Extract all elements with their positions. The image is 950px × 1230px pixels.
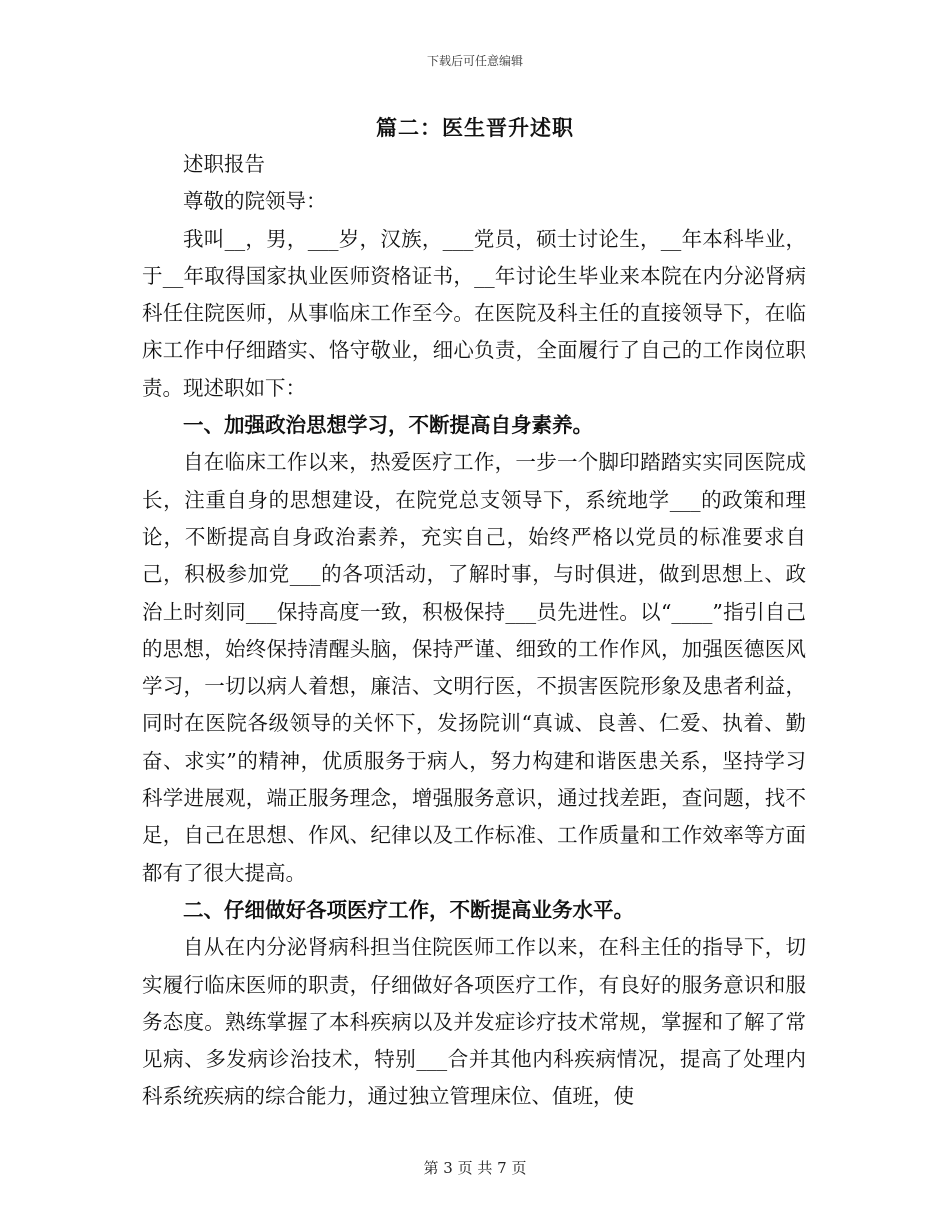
document-title: 篇二：医生晋升述职 xyxy=(376,115,574,140)
paragraph-salutation: 尊敬的院领导： xyxy=(183,189,327,214)
section-heading-1: 一、加强政治思想学习，不断提高自身素养。 xyxy=(183,413,593,438)
document-body xyxy=(142,146,806,1116)
paragraph-introduction: 我叫__，男，___岁，汉族，___党员，硕士讨论生，__年本科毕业，于__年取得国家执业医师资格证书，__年讨论生毕业来本院在内分泌肾病科任住院医师，从事临床工作至今。在医院及科主任的直接领导下，在临床工作中仔细踏实、恪守敬业，细心负责，全面履行了自己的工作岗位职责。现述职如下： xyxy=(142,226,806,400)
page-header-note: 下载后可任意编辑 xyxy=(426,54,523,68)
section-heading-2: 二、仔细做好各项医疗工作，不断提高业务水平。 xyxy=(183,897,634,922)
paragraph-section-2: 自从在内分泌肾病科担当住院医师工作以来，在科主任的指导下，切实履行临床医师的职责，仔细做好各项医疗工作，有良好的服务意识和服务态度。熟练掌握了本科疾病以及并发症诊疗技术常规，掌握和了解了常见病、多发病诊治技术，特别___合并其他内科疾病情况，提高了处理内科系统疾病的综合能力，通过独立管理床位、值班，使 xyxy=(142,935,806,1109)
paragraph-section-1: 自在临床工作以来，热爱医疗工作，一步一个脚印踏踏实实同医院成长，注重自身的思想建设，在院党总支领导下，系统地学___的政策和理论，不断提高自身政治素养，充实自己，始终严格以党员的标准要求自己，积极参加党___的各项活动，了解时事，与时俱进，做到思想上、政治上时刻同___保持高度一致，积极保持___员先进性。以“____”指引自己的思想，始终保持清醒头脑，保持严谨、细致的工作作风，加强医德医风学习，一切以病人着想，廉洁、文明行医，不损害医院形象及患者利益，同时在医院各级领导的关怀下，发扬院训“真诚、良善、仁爱、执着、勤奋、求实”的精神，优质服务于病人，努力构建和谐医患关系，坚持学习科学进展观，端正服务理念，增强服务意识，通过找差距，查问题，找不足，自己在思想、作风、纪律以及工作标准、工作质量和工作效率等方面都有了很大提高。 xyxy=(142,450,806,885)
paragraph-report-label: 述职报告 xyxy=(183,152,265,176)
page-number-footer: 第 3 页 共 7 页 xyxy=(423,1159,527,1177)
